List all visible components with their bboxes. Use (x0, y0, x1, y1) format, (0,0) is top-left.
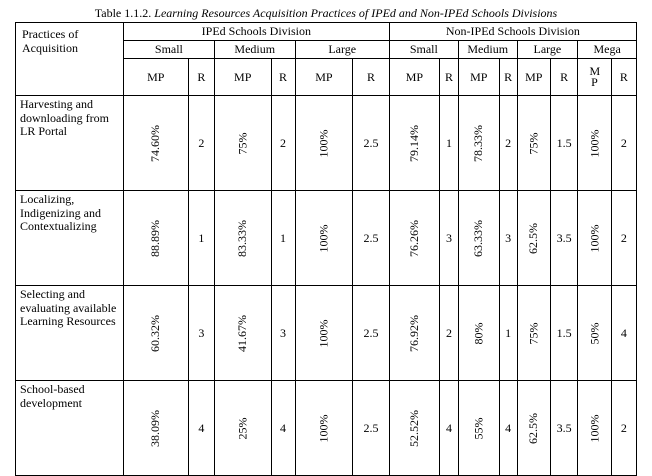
non-ipEd-size-medium: Medium (458, 41, 517, 59)
mp-cell (389, 96, 439, 191)
rank-cell: 2.5 (353, 191, 390, 286)
r-header: R (188, 59, 214, 96)
rank-cell: 2 (611, 191, 636, 286)
mp-cell (517, 286, 551, 381)
r-header: R (271, 59, 295, 96)
practice-label: Localizing, Indigenizing and Contextualizing (16, 191, 124, 286)
mp-cell (389, 191, 439, 286)
r-header: R (551, 59, 578, 96)
mp-value: 60.32% (148, 314, 163, 352)
rank-cell: 4 (188, 381, 214, 476)
rank-cell: 2 (188, 96, 214, 191)
mp-cell (123, 381, 188, 476)
non-ipEd-size-small: Small (389, 41, 458, 59)
rank-cell: 1 (271, 191, 295, 286)
non-ipEd-group-header: Non-IPEd Schools Division (389, 23, 636, 41)
rank-cell: 2.5 (353, 96, 390, 191)
rank-cell: 3 (440, 191, 459, 286)
mp-value: 63.33% (471, 219, 486, 257)
mp-value: 62.5% (526, 412, 541, 444)
mp-cell (578, 381, 612, 476)
mp-cell (295, 96, 353, 191)
mp-value: 100% (587, 129, 601, 157)
mp-header: MP (458, 59, 499, 96)
mp-cell (458, 381, 499, 476)
rank-cell: 2 (611, 96, 636, 191)
mp-cell (578, 191, 612, 286)
rank-cell: 4 (499, 381, 517, 476)
mp-value: 88.89% (148, 219, 163, 257)
table-caption (0, 6, 652, 21)
rank-cell: 3 (188, 286, 214, 381)
r-header: R (353, 59, 390, 96)
mp-cell (295, 381, 353, 476)
rank-cell: 3.5 (551, 191, 578, 286)
mp-cell (123, 96, 188, 191)
ipEd-group-header: IPEd Schools Division (123, 23, 389, 41)
rank-cell: 2 (440, 286, 459, 381)
mp-value: 75% (235, 132, 250, 154)
caption-prefix: Table 1.1.2. (94, 6, 152, 20)
mp-cell (517, 381, 551, 476)
mp-cell (214, 96, 271, 191)
r-header: R (499, 59, 517, 96)
non-ipEd-size-mega: Mega (578, 41, 637, 59)
mp-value: 38.09% (148, 409, 163, 447)
practice-label: School-based development (16, 381, 124, 476)
mp-value: 100% (316, 224, 331, 252)
rank-cell: 3.5 (551, 381, 578, 476)
mp-value: 83.33% (235, 219, 250, 257)
table-row (16, 381, 637, 476)
rank-cell: 2.5 (353, 381, 390, 476)
mp-header: MP (123, 59, 188, 96)
ipEd-size-small: Small (123, 41, 214, 59)
mp-cell (578, 96, 612, 191)
ipEd-size-large: Large (295, 41, 389, 59)
mp-value: 75% (526, 322, 541, 344)
r-header: R (611, 59, 636, 96)
practice-label: Harvesting and downloading from LR Portal (16, 96, 124, 191)
rank-cell: 2 (499, 96, 517, 191)
mp-mega-label: M P (589, 64, 601, 89)
r-header: R (440, 59, 459, 96)
mp-cell (214, 191, 271, 286)
rank-cell: 1 (440, 96, 459, 191)
caption-title: Learning Resources Acquisition Practices of IPEd and Non-IPEd Schools Divisions (154, 6, 558, 20)
rank-cell: 4 (611, 286, 636, 381)
mp-cell (214, 286, 271, 381)
table-row (16, 286, 637, 381)
mp-value: 100% (587, 224, 601, 252)
rank-cell: 2 (611, 381, 636, 476)
mp-header: MP (389, 59, 439, 96)
mp-cell (295, 286, 353, 381)
mp-value: 79.14% (406, 124, 421, 162)
mp-value: 25% (235, 417, 250, 439)
mp-cell (458, 191, 499, 286)
mp-cell (458, 96, 499, 191)
mp-cell (578, 286, 612, 381)
mp-header: MP (517, 59, 551, 96)
mp-value: 41.67% (235, 314, 250, 352)
rank-cell: 1 (188, 191, 214, 286)
mp-cell (214, 381, 271, 476)
mp-value: 62.5% (526, 222, 541, 254)
mp-header: MP (295, 59, 353, 96)
mp-value: 76.92% (406, 314, 421, 352)
mp-value: 52.52% (406, 409, 421, 447)
mp-value: 78.33% (471, 124, 486, 162)
mp-value: 76.26% (406, 219, 421, 257)
mp-value: 80% (471, 322, 486, 344)
rank-cell: 2 (271, 96, 295, 191)
mp-cell (517, 191, 551, 286)
mp-header: MP (214, 59, 271, 96)
mp-value: 100% (316, 129, 331, 157)
table-row (16, 191, 637, 286)
mp-cell (123, 191, 188, 286)
mp-cell (517, 96, 551, 191)
mp-cell (389, 381, 439, 476)
table-row (16, 96, 637, 191)
mp-value: 100% (316, 319, 331, 347)
mp-value: 55% (471, 417, 486, 439)
rank-cell: 4 (271, 381, 295, 476)
mp-cell (389, 286, 439, 381)
rank-cell: 2.5 (353, 286, 390, 381)
rank-cell: 1.5 (551, 286, 578, 381)
rank-cell: 1 (499, 286, 517, 381)
practices-header: Practices of Acquisition (16, 23, 124, 96)
mp-header-mega (578, 59, 612, 96)
acquisition-practices-table (15, 22, 637, 476)
rank-cell: 1.5 (551, 96, 578, 191)
mp-cell (295, 191, 353, 286)
mp-value: 100% (316, 414, 331, 442)
rank-cell: 3 (499, 191, 517, 286)
rank-cell: 4 (440, 381, 459, 476)
non-ipEd-size-large: Large (517, 41, 578, 59)
mp-cell (123, 286, 188, 381)
mp-value: 100% (587, 414, 601, 442)
ipEd-size-medium: Medium (214, 41, 295, 59)
mp-value: 75% (526, 132, 541, 154)
mp-value: 74.60% (148, 124, 163, 162)
rank-cell: 3 (271, 286, 295, 381)
mp-value: 50% (587, 322, 601, 344)
mp-cell (458, 286, 499, 381)
practice-label: Selecting and evaluating available Learning Resources (16, 286, 124, 381)
